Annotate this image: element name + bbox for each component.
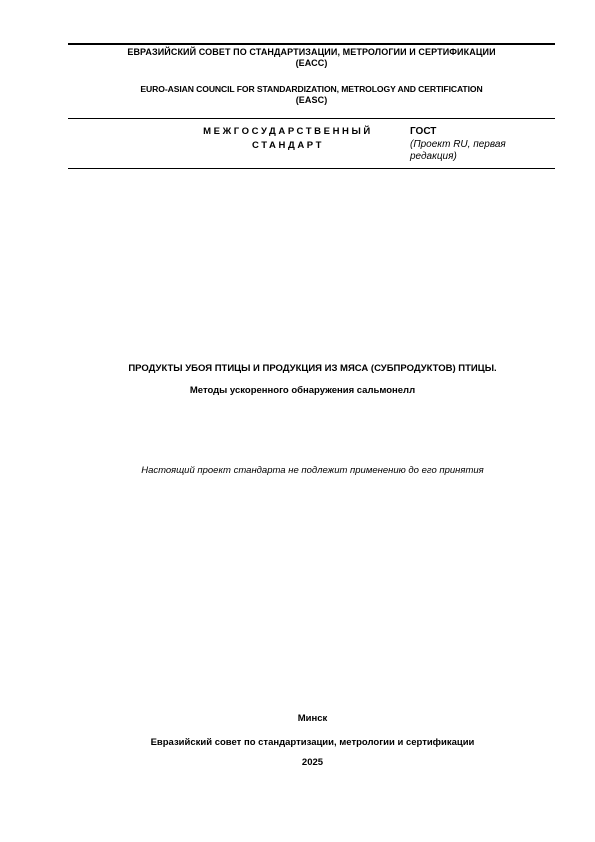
interstate-label: МЕЖГОСУДАРСТВЕННЫЙ	[203, 126, 373, 137]
header-top-rule	[68, 43, 555, 45]
council-name-en: EURO-ASIAN COUNCIL FOR STANDARDIZATION, METROLOGY AND CERTIFICATION	[140, 84, 483, 94]
gost-block	[410, 125, 550, 163]
gost-label: ГОСТ	[410, 126, 437, 137]
draft-note: (Проект RU, первая редакция)	[410, 139, 506, 162]
header-bottom-rule	[68, 168, 555, 169]
footer-year: 2025	[301, 757, 324, 768]
header-middle-rule	[68, 118, 555, 119]
council-name-ru: ЕВРАЗИЙСКИЙ СОВЕТ ПО СТАНДАРТИЗАЦИИ, МЕТРОЛОГИИ И СЕРТИФИКАЦИИ	[127, 47, 496, 57]
council-abbr-ru: (ЕАСС)	[295, 58, 328, 68]
document-subtitle: Методы ускоренного обнаружения сальмонелл	[189, 385, 416, 396]
footer-city: Минск	[297, 713, 328, 724]
draft-notice: Настоящий проект стандарта не подлежит применению до его принятия	[141, 465, 484, 476]
footer-organization: Евразийский совет по стандартизации, метрологии и сертификации	[150, 737, 475, 748]
standard-label: СТАНДАРТ	[252, 140, 324, 151]
document-title: ПРОДУКТЫ УБОЯ ПТИЦЫ И ПРОДУКЦИЯ ИЗ МЯСА (СУБПРОДУКТОВ) ПТИЦЫ.	[128, 363, 497, 374]
council-abbr-en: (EASC)	[295, 95, 328, 105]
